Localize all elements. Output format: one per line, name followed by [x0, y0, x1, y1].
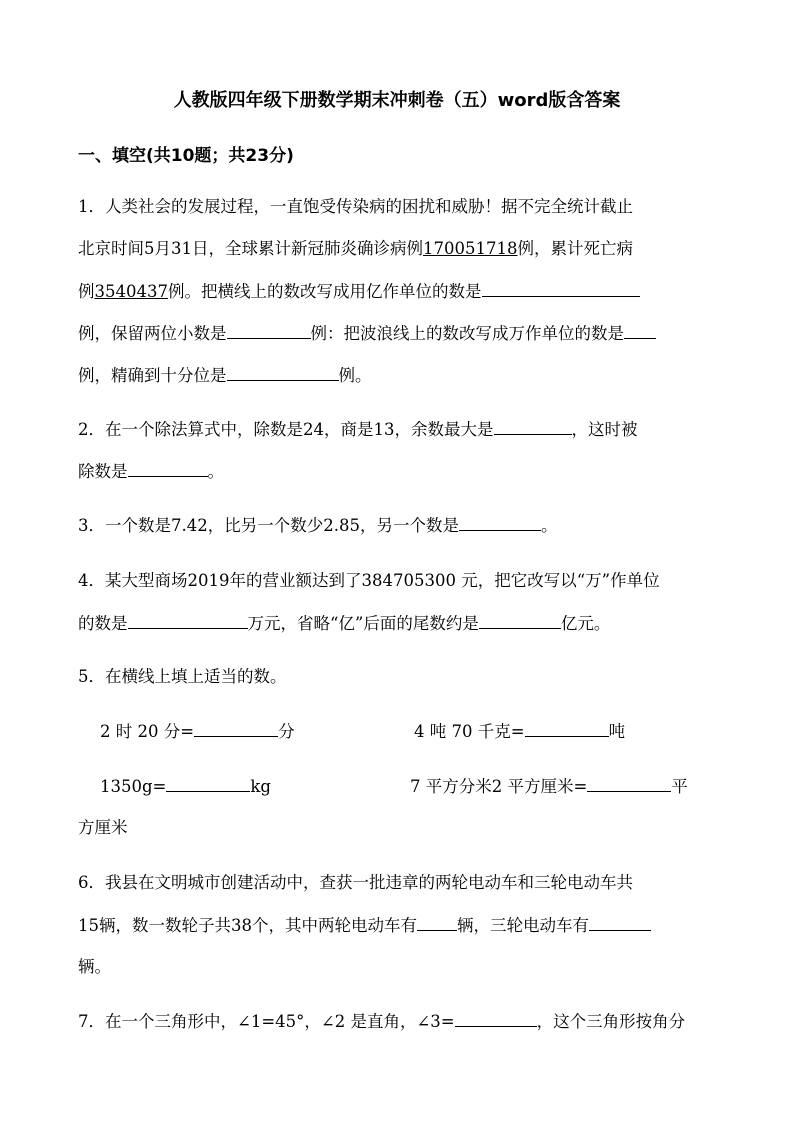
q7-line1 [78, 1010, 685, 1033]
q6-blank-2[interactable] [589, 914, 651, 931]
q1-underlined-number: 170051718 [423, 239, 518, 258]
q6-text-1: 6．我县在文明城市创建活动中，查获一批违章的两轮电动车和三轮电动车共 [78, 873, 633, 892]
q7-text-1b: ，这个三角形按角分 [536, 1012, 686, 1031]
q6-blank-1[interactable] [417, 914, 457, 931]
q5-c-unit: kg [250, 777, 271, 796]
q5-item-a [100, 720, 295, 743]
q1-text-3a: 例 [78, 282, 95, 301]
q1-text-4a: 例，保留两位小数是 [78, 324, 227, 343]
q5-d-text: 7 平方分米2 平方厘米= [410, 777, 588, 796]
q1-text-5a: 例，精确到十分位是 [78, 366, 227, 385]
q2-blank-1[interactable] [494, 418, 572, 435]
q4-text-2a: 的数是 [78, 614, 128, 633]
q2-text-2a: 除数是 [78, 462, 128, 481]
q1-line5 [78, 364, 372, 387]
q4-text-2b: 万元，省略“亿”后面的尾数约是 [247, 614, 479, 633]
q5-blank-b[interactable] [525, 720, 609, 737]
q6-text-3: 辆。 [78, 957, 111, 976]
q3-blank-1[interactable] [459, 514, 541, 531]
q1-blank-3[interactable] [624, 322, 656, 339]
q5-c-text: 1350g= [100, 777, 167, 796]
q1-wavy-number: 3540437 [94, 282, 168, 301]
q5-blank-d[interactable] [587, 775, 671, 792]
q5-a-unit: 分 [278, 722, 295, 741]
q4-text-1: 4．某大型商场2019年的营业额达到了384705300 元，把它改写以“万”作单位 [78, 571, 660, 590]
q5-b-unit: 吨 [608, 722, 626, 741]
q5-a-text: 2 时 20 分= [100, 722, 195, 741]
q1-line1 [78, 196, 633, 218]
q6-line2 [78, 914, 651, 937]
q1-text-1: 1．人类社会的发展过程，一直饱受传染病的困扰和威胁！据不完全统计截止 [78, 197, 633, 216]
q5-item-d [410, 775, 688, 798]
q5-blank-a[interactable] [194, 720, 278, 737]
q1-line2 [78, 238, 633, 260]
q5-item-d-cont [78, 817, 128, 839]
q4-line1 [78, 570, 660, 592]
q1-line4 [78, 322, 656, 345]
q4-blank-2[interactable] [479, 612, 561, 629]
q1-text-2b: 例，累计死亡病 [517, 239, 633, 258]
q5-line1 [78, 666, 287, 688]
q5-d-unit-cont: 方厘米 [78, 818, 128, 837]
q3-text-1b: 。 [540, 516, 558, 535]
q2-blank-2[interactable] [128, 460, 208, 477]
q2-text-1b: ，这时被 [571, 420, 638, 439]
q6-text-2a: 15辆，数一数轮子共38个，其中两轮电动车有 [78, 916, 417, 935]
q4-text-2c: 亿元。 [560, 614, 611, 633]
q5-b-text: 4 吨 70 千克= [414, 722, 525, 741]
q2-text-1a: 2．在一个除法算式中，除数是24，商是13，余数最大是 [78, 420, 494, 439]
q2-line1 [78, 418, 638, 441]
q1-text-5b: 例。 [338, 366, 372, 385]
q5-text-1: 5．在横线上填上适当的数。 [78, 667, 287, 686]
q6-text-2b: 辆，三轮电动车有 [457, 916, 589, 935]
q3-line1 [78, 514, 557, 537]
document-title: 人教版四年级下册数学期末冲刺卷（五）word版含答案 [173, 90, 621, 111]
q5-blank-c[interactable] [166, 775, 250, 792]
q7-text-1a: 7．在一个三角形中，∠1=45°，∠2 是直角，∠3= [78, 1012, 455, 1031]
q4-blank-1[interactable] [128, 612, 248, 629]
q4-line2 [78, 612, 610, 635]
q1-blank-2[interactable] [227, 322, 311, 339]
q5-item-b [414, 720, 625, 743]
section-heading: 一、填空(共10题；共23分) [78, 146, 294, 166]
q1-text-2a: 北京时间5月31日，全球累计新冠肺炎确诊病例 [78, 239, 423, 258]
q3-text-1a: 3．一个数是7.42，比另一个数少2.85，另一个数是 [78, 516, 459, 535]
q6-line1 [78, 872, 633, 894]
q7-blank-1[interactable] [455, 1010, 537, 1027]
q2-text-2b: 。 [207, 462, 224, 481]
q1-blank-1[interactable] [482, 280, 640, 297]
q5-item-c [100, 775, 271, 798]
q1-blank-4[interactable] [227, 364, 339, 381]
q1-text-3b: 例。把横线上的数改写成用亿作单位的数是 [168, 282, 482, 301]
q1-text-4b: 例：把波浪线上的数改写成万作单位的数是 [310, 324, 624, 343]
q1-line3 [78, 280, 640, 303]
q6-line3 [78, 956, 111, 978]
q5-d-unit: 平 [671, 777, 688, 796]
q2-line2 [78, 460, 224, 483]
